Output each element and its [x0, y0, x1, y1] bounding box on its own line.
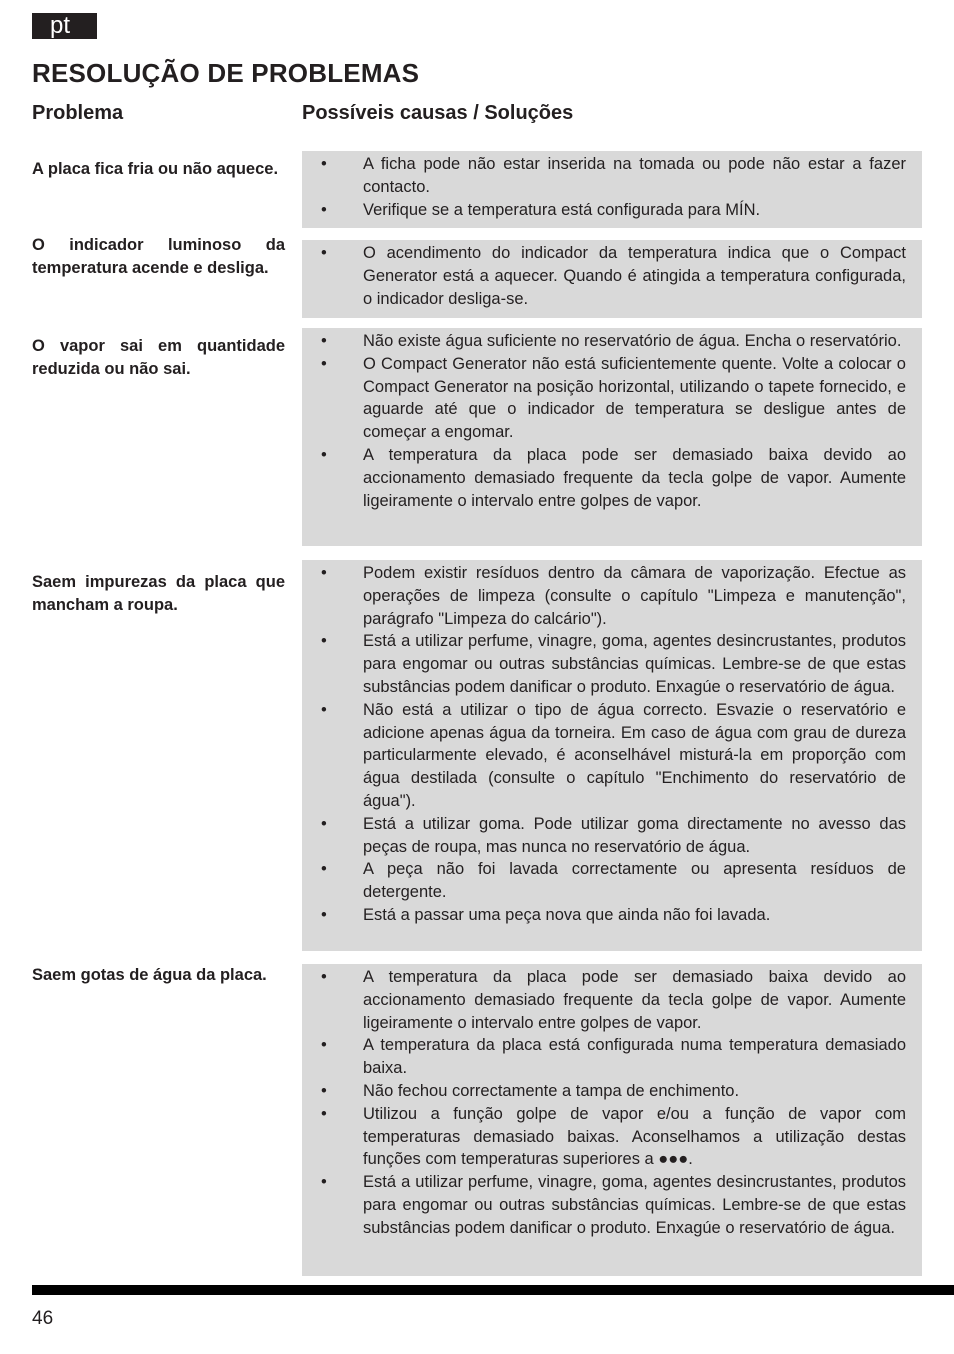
bullet-icon: • — [321, 860, 327, 879]
solution-item — [302, 699, 906, 813]
solution-text: A temperatura da placa pode ser demasiado baixa devido ao accionamento demasiado frequente da tecla golpe de vapor. Aumente ligeiramente o intervalo entre golpes de vapor. — [363, 445, 906, 510]
bullet-icon: • — [321, 564, 327, 582]
solution-text: Não fechou correctamente a tampa de enchimento. — [363, 1081, 740, 1100]
bullet-icon: • — [321, 1173, 327, 1192]
page-title: RESOLUÇÃO DE PROBLEMAS — [32, 58, 420, 88]
solution-text: Verifique se a temperatura está configurada para MÍN. — [363, 200, 761, 219]
solution-item — [302, 966, 906, 1034]
solution-item — [302, 630, 906, 698]
bullet-icon: • — [321, 332, 327, 350]
solution-item — [302, 813, 906, 859]
problem-text: O indicador luminoso da temperatura acende e desliga. — [32, 236, 285, 277]
bullet-icon: • — [321, 632, 327, 651]
solution-item — [302, 1034, 906, 1080]
solution-text: Está a utilizar perfume, vinagre, goma, agentes desincrustantes, produtos para engomar ou outras substâncias químicas. Lembre-se de que estas substâncias podem danificar o produto. Enxagúe o reservatório de água. — [363, 632, 906, 696]
footer-rule — [32, 1285, 954, 1295]
solution-item — [302, 353, 906, 444]
solution-item — [302, 1080, 906, 1103]
solution-text: O Compact Generator não está suficientemente quente. Volte a colocar o Compact Generator na posição horizontal, utilizando o tapete fornecido, e aguarde até que o indicador de temperatura se desligue antes de começar a engomar. — [363, 354, 906, 442]
solution-text: A temperatura da placa está configurada numa temperatura demasiado baixa. — [363, 1036, 906, 1078]
causes-column-header: Possíveis causas / Soluções — [302, 102, 574, 124]
solution-box — [302, 151, 922, 228]
problem-text: Saem gotas de água da placa. — [32, 966, 267, 984]
solution-item — [302, 444, 906, 512]
solution-text: Está a utilizar goma. Pode utilizar goma directamente no avesso das peças de roupa, mas nunca no reservatório de água. — [363, 814, 906, 856]
page-number: 46 — [32, 1308, 54, 1329]
solution-item — [302, 330, 906, 353]
bullet-icon: • — [321, 155, 327, 173]
bullet-icon: • — [321, 200, 327, 219]
solution-item — [302, 562, 906, 630]
problem-text: A placa fica fria ou não aquece. — [32, 160, 279, 178]
bullet-icon: • — [321, 700, 327, 719]
solution-text: Está a passar uma peça nova que ainda não foi lavada. — [363, 905, 771, 924]
solution-box — [302, 328, 922, 546]
bullet-icon: • — [321, 1036, 327, 1055]
solution-item — [302, 858, 906, 904]
solution-item — [302, 1103, 906, 1171]
solution-list — [302, 153, 906, 221]
solution-text: A temperatura da placa pode ser demasiado baixa devido ao accionamento demasiado frequente da tecla golpe de vapor. Aumente ligeiramente o intervalo entre golpes de vapor. — [363, 968, 906, 1032]
bullet-icon: • — [321, 905, 327, 924]
solution-text: A ficha pode não estar inserida na tomada ou pode não estar a fazer contacto. — [363, 155, 906, 196]
solution-item — [302, 242, 906, 310]
solution-list — [302, 330, 906, 512]
solution-text: Está a utilizar perfume, vinagre, goma, agentes desincrustantes, produtos para engomar ou outras substâncias químicas. Lembre-se de que estas substâncias podem danificar o produto. Enxagúe o reservatório de água. — [363, 1173, 906, 1237]
solution-text: Utilizou a função golpe de vapor e/ou a função de vapor com temperaturas demasiado baixas. Aconselhamos a utilização destas funções com temperaturas superiores a ●●●. — [363, 1104, 906, 1169]
problem-text: Saem impurezas da placa que mancham a roupa. — [32, 573, 285, 614]
solution-text: O acendimento do indicador da temperatura indica que o Compact Generator está a aquecer. Quando é atingida a temperatura configurada, o indicador desliga-se. — [363, 244, 906, 308]
solution-list — [302, 562, 906, 927]
bullet-icon: • — [321, 354, 327, 373]
solution-text: A peça não foi lavada correctamente ou apresenta resíduos de detergente. — [363, 860, 906, 902]
solution-list — [302, 966, 906, 1240]
solution-text: Não está a utilizar o tipo de água correcto. Esvazie o reservatório e adicione apenas água da torneira. Em caso de água com grau de dureza particularmente elevado, é aconselhável misturá-la em proporção com água destilada (consulte o capítulo "Enchimento do reservatório de água"). — [363, 700, 906, 810]
solution-box — [302, 560, 922, 951]
solution-item — [302, 904, 906, 927]
language-tab: pt — [32, 13, 97, 39]
bullet-icon: • — [321, 1104, 327, 1123]
bullet-icon: • — [321, 968, 327, 986]
solution-box — [302, 964, 922, 1276]
solution-box — [302, 240, 922, 318]
solution-text: Não existe água suficiente no reservatório de água. Encha o reservatório. — [363, 332, 902, 350]
solution-item — [302, 199, 906, 222]
solution-list — [302, 242, 906, 310]
bullet-icon: • — [321, 1081, 327, 1100]
solution-item — [302, 153, 906, 199]
problem-text: O vapor sai em quantidade reduzida ou não sai. — [32, 337, 285, 378]
solution-text: Podem existir resíduos dentro da câmara de vaporização. Efectue as operações de limpeza (consulte o capítulo "Limpeza e manutenção", parágrafo "Limpeza do calcário"). — [363, 564, 906, 628]
problem-column-header: Problema — [32, 102, 124, 124]
solution-item — [302, 1171, 906, 1239]
bullet-icon: • — [321, 445, 327, 464]
bullet-icon: • — [321, 814, 327, 833]
bullet-icon: • — [321, 244, 327, 262]
